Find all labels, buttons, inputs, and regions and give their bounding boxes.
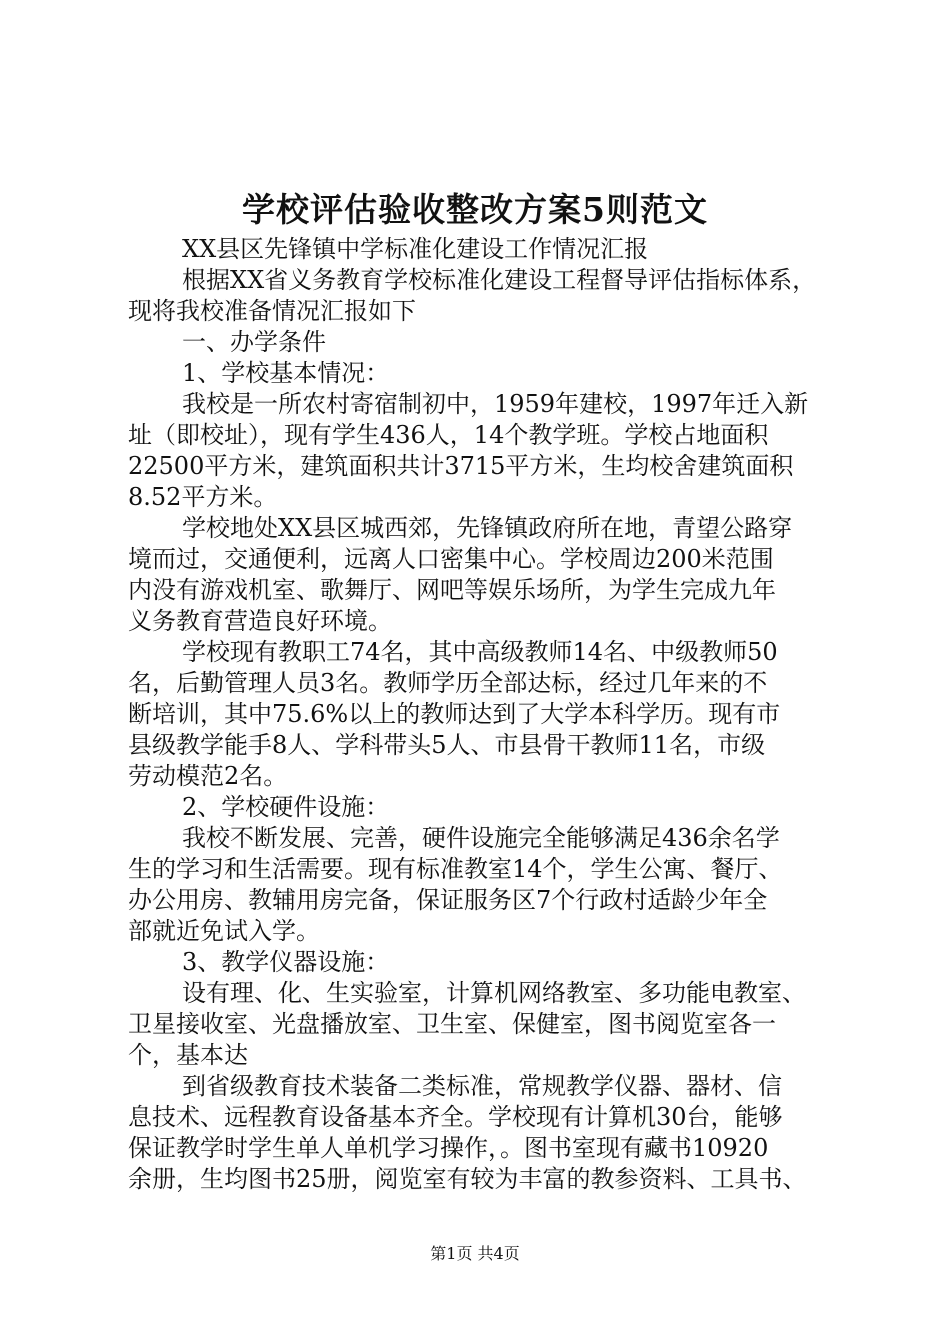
text-line: 3、教学仪器设施： (182, 948, 390, 976)
text-line: 8.52平方米。 (128, 483, 278, 511)
text-line: 学校地处XX县区城西郊，先锋镇政府所在地，青望公路穿 (182, 514, 793, 542)
text-line: 我校不断发展、完善，硬件设施完全能够满足436余名学 (182, 824, 780, 852)
text-line: 址（即校址），现有学生436人，14个教学班。学校占地面积 (128, 421, 769, 449)
text-line: 一、办学条件 (182, 328, 326, 356)
text-line: 余册，生均图书25册，阅览室有较为丰富的教参资料、工具书、 (128, 1165, 807, 1193)
text-line: 境而过，交通便利，远离人口密集中心。学校周边200米范围 (128, 545, 774, 573)
text-line: 根据XX省义务教育学校标准化建设工程督导评估指标体系， (182, 266, 817, 294)
document-body (128, 234, 828, 1195)
page-footer: 第1页 共4页 (430, 1244, 520, 1263)
text-line: 劳动模范2名。 (128, 762, 288, 790)
text-line: 设有理、化、生实验室，计算机网络教室、多功能电教室、 (182, 979, 806, 1007)
text-line: 我校是一所农村寄宿制初中，1959年建校，1997年迁入新 (182, 390, 809, 418)
text-line: 2、学校硬件设施： (182, 793, 390, 821)
text-line: 卫星接收室、光盘播放室、卫生室、保健室，图书阅览室各一 (128, 1010, 776, 1038)
document-title: 学校评估验收整改方案5则范文 (242, 190, 708, 229)
text-line: 现将我校准备情况汇报如下 (128, 297, 416, 325)
text-line: 保证教学时学生单人单机学习操作，。图书室现有藏书10920 (128, 1134, 769, 1162)
text-line: 部就近免试入学。 (128, 917, 320, 945)
text-line: 内没有游戏机室、歌舞厅、网吧等娱乐场所，为学生完成九年 (128, 576, 776, 604)
text-line: 息技术、远程教育设备基本齐全。学校现有计算机30台，能够 (128, 1103, 783, 1131)
text-line: 办公用房、教辅用房完备，保证服务区7个行政村适龄少年全 (128, 886, 768, 914)
text-line: 义务教育营造良好环境。 (128, 607, 392, 635)
text-line: 县级教学能手8人、学科带头5人、市县骨干教师11名，市级 (128, 731, 766, 759)
text-line: 1、学校基本情况： (182, 359, 390, 387)
text-line: 到省级教育技术装备二类标准，常规教学仪器、器材、信 (182, 1072, 782, 1100)
text-line: 名，后勤管理人员3名。教师学历全部达标，经过几年来的不 (128, 669, 768, 697)
text-line: XX县区先锋镇中学标准化建设工作情况汇报 (182, 235, 649, 263)
text-line: 生的学习和生活需要。现有标准教室14个，学生公寓、餐厅、 (128, 855, 783, 883)
text-line: 学校现有教职工74名，其中高级教师14名、中级教师50 (182, 638, 778, 666)
text-line: 断培训，其中75.6%以上的教师达到了大学本科学历。现有市 (128, 700, 781, 728)
text-line: 22500平方米，建筑面积共计3715平方米，生均校舍建筑面积 (128, 452, 794, 480)
text-line: 个，基本达 (128, 1041, 248, 1069)
